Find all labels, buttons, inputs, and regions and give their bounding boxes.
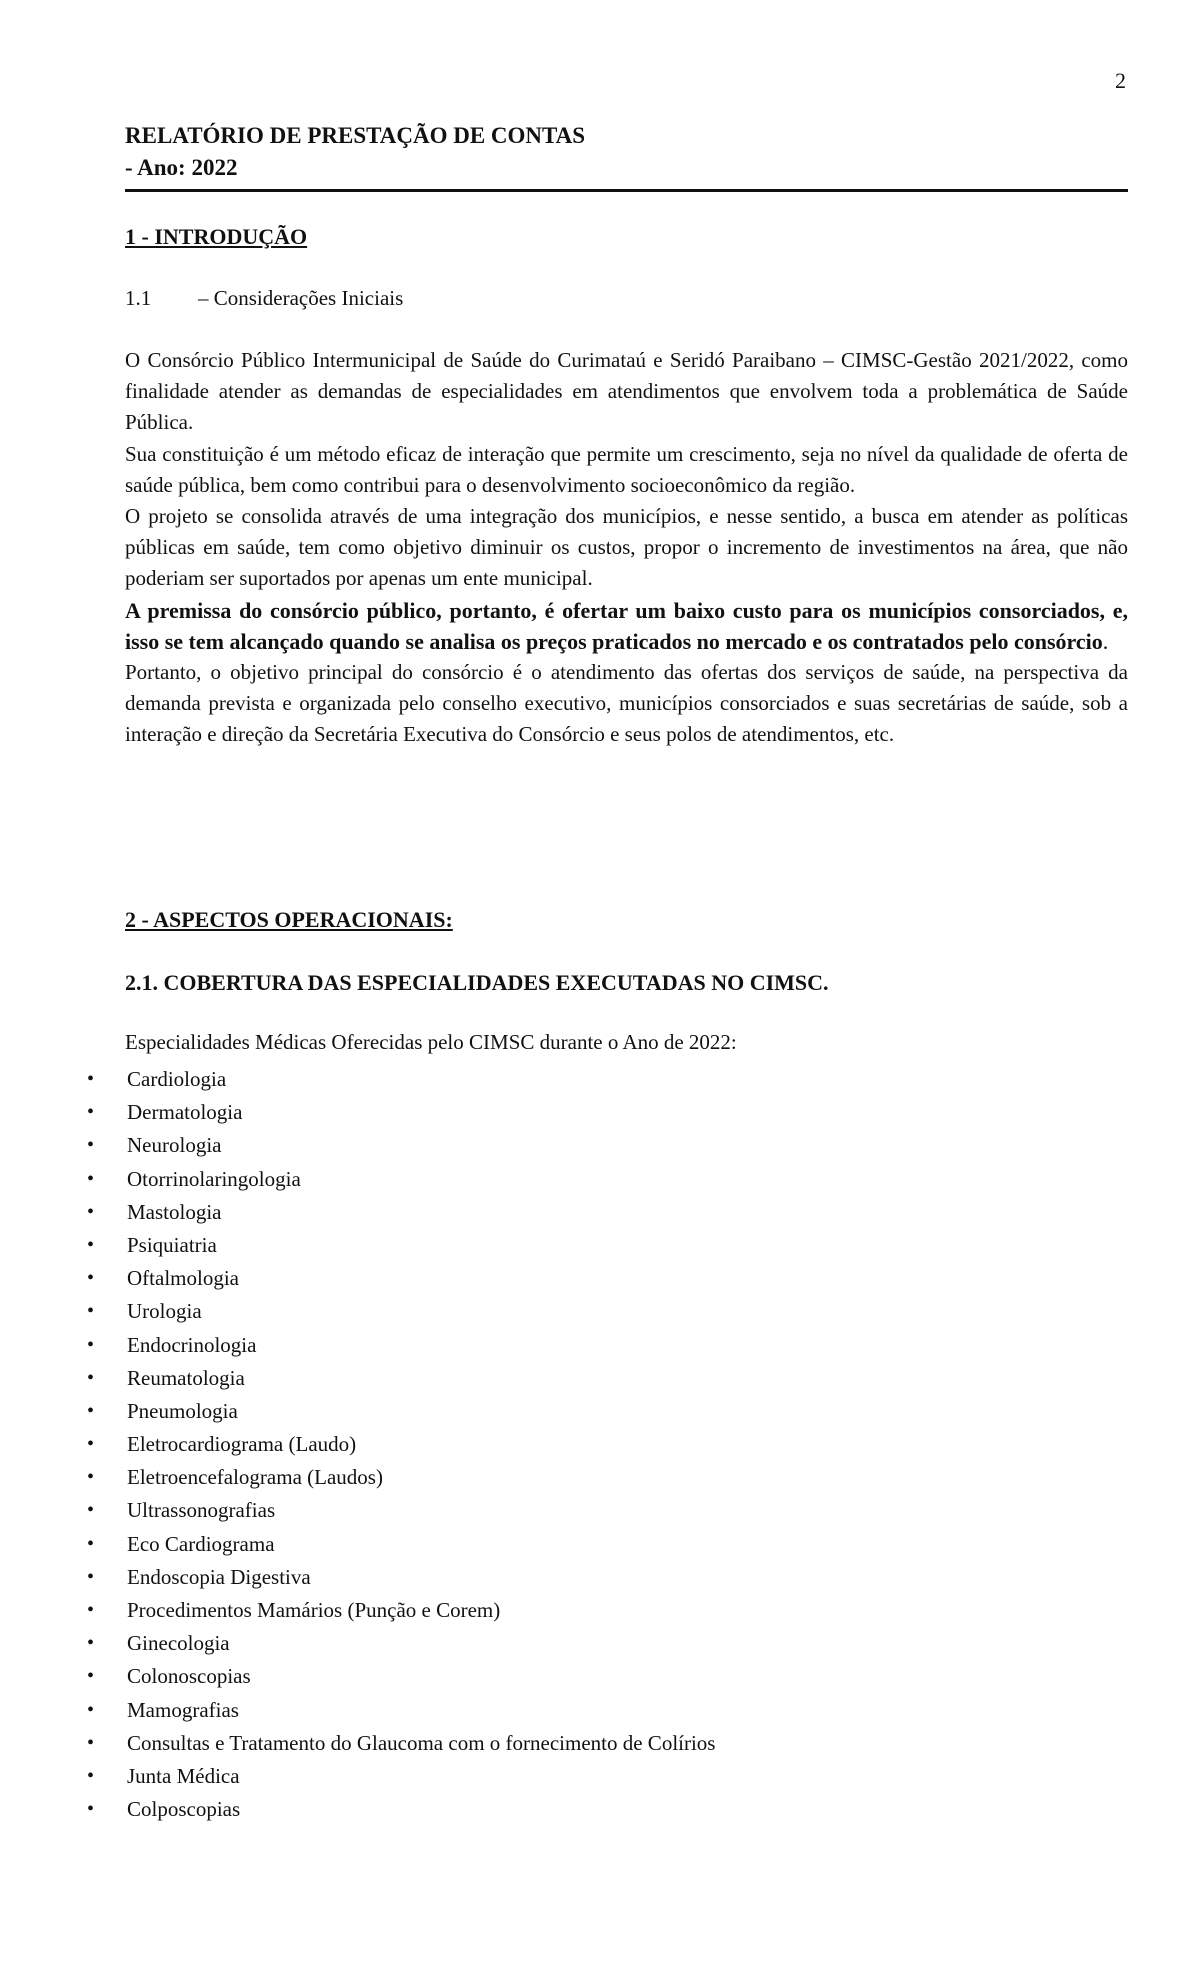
list-item-text: Neurologia — [127, 1133, 222, 1158]
subsection-number: 1.1 — [125, 286, 152, 310]
list-item-text: Eco Cardiograma — [127, 1531, 275, 1556]
section-heading-introducao: 1 - INTRODUÇÃO — [125, 224, 308, 249]
list-item-text: Psiquiatria — [127, 1232, 217, 1257]
list-item — [0, 1329, 715, 1362]
bullet-icon: • — [87, 1433, 95, 1456]
list-item — [0, 1660, 715, 1693]
list-item — [0, 1196, 715, 1229]
bullet-icon: • — [87, 1698, 95, 1721]
list-item-text: Eletroencefalograma (Laudos) — [127, 1465, 383, 1490]
list-item — [0, 1793, 715, 1826]
report-header — [125, 120, 1128, 184]
list-item-text: Pneumologia — [127, 1398, 238, 1423]
bullet-icon: • — [87, 1267, 95, 1290]
bullet-icon: • — [87, 1366, 95, 1389]
list-item-text: Otorrinolaringologia — [127, 1166, 301, 1191]
report-year: - Ano: 2022 — [125, 155, 238, 180]
bullet-icon: • — [87, 1101, 95, 1124]
bullet-icon: • — [87, 1068, 95, 1090]
list-item-text: Urologia — [127, 1299, 202, 1324]
list-item-text: Consultas e Tratamento do Glaucoma com o fornecimento de Colírios — [127, 1730, 716, 1755]
bullet-icon: • — [87, 1632, 95, 1655]
subsection-title: – Considerações Iniciais — [198, 286, 404, 310]
bullet-icon: • — [87, 1200, 95, 1223]
paragraph: Portanto, o objetivo principal do consórcio é o atendimento das ofertas dos serviços de saúde, na perspectiva da demanda prevista e organizada pelo conselho executivo, municípios consorciados e suas secretárias de saúde, sob a interação e direção da Secretária Executiva do Consórcio e seus polos de atendimentos, etc. — [125, 660, 1128, 747]
list-item-text: Reumatologia — [127, 1365, 245, 1390]
list-item-text: Colposcopias — [127, 1797, 241, 1822]
paragraph: Sua constituição é um método eficaz de interação que permite um crescimento, seja no nível da qualidade de oferta de saúde pública, bem como contribui para o desenvolvimento socioeconômico da região. — [125, 441, 1128, 497]
emphasis-text: A premissa do consórcio público, portanto, é ofertar um baixo custo para os municípios consorciados, e, isso se tem alcançado quando se analisa os preços praticados no mercado e os contratados pelo consórcio — [125, 597, 1128, 654]
bullet-icon: • — [87, 1764, 95, 1787]
list-item — [0, 1129, 715, 1162]
list-item-text: Endocrinologia — [127, 1332, 257, 1357]
list-item — [0, 1063, 715, 1096]
page-number: 2 — [1115, 68, 1126, 93]
list-item — [0, 1594, 715, 1627]
bullet-icon: • — [87, 1665, 95, 1688]
list-item-text: Procedimentos Mamários (Punção e Corem) — [127, 1598, 501, 1622]
list-item — [0, 1295, 715, 1328]
list-item-text: Mastologia — [127, 1199, 222, 1224]
list-item-text: Endoscopia Digestiva — [127, 1564, 311, 1589]
paragraph: O projeto se consolida através de uma integração dos municípios, e nesse sentido, a busca em atender as políticas públicas em saúde, tem como objetivo diminuir os custos, propor o incremento de investimentos na área, que não poderiam ser suportados por apenas um ente municipal. — [125, 504, 1128, 591]
list-item-text: Colonoscopias — [127, 1664, 251, 1689]
bullet-icon: • — [87, 1565, 95, 1588]
list-item-text: Oftalmologia — [127, 1266, 239, 1291]
bullet-icon: • — [87, 1731, 95, 1754]
bullet-icon: • — [87, 1466, 95, 1489]
bullet-icon: • — [87, 1399, 95, 1422]
list-item-text: Mamografias — [127, 1697, 239, 1722]
bullet-icon: • — [87, 1233, 95, 1256]
bullet-icon: • — [87, 1599, 95, 1621]
list-item-text: Ultrassonografias — [127, 1498, 276, 1523]
list-item — [0, 1262, 715, 1295]
subsection-heading-consideracoes — [125, 286, 403, 311]
bullet-icon: • — [87, 1300, 95, 1323]
bullet-icon: • — [87, 1167, 95, 1190]
period: . — [1102, 628, 1109, 654]
list-item — [0, 1096, 715, 1129]
introduction-body — [125, 345, 1128, 751]
list-item — [0, 1229, 715, 1262]
list-item-text: Ginecologia — [127, 1631, 230, 1656]
list-item — [0, 1627, 715, 1660]
bullet-icon: • — [87, 1798, 95, 1821]
list-item — [0, 1561, 715, 1594]
list-item — [0, 1694, 715, 1727]
bullet-icon: • — [87, 1333, 95, 1356]
list-item — [0, 1461, 715, 1494]
bullet-icon: • — [87, 1532, 95, 1555]
list-item-text: Eletrocardiograma (Laudo) — [127, 1432, 357, 1457]
list-item — [0, 1494, 715, 1527]
list-item — [0, 1428, 715, 1461]
bullet-icon: • — [87, 1499, 95, 1522]
list-item — [0, 1362, 715, 1395]
header-divider — [125, 189, 1128, 192]
list-item — [0, 1727, 715, 1760]
specialties-list — [0, 1063, 715, 1826]
list-item — [0, 1528, 715, 1561]
list-item — [0, 1760, 715, 1793]
list-item — [0, 1163, 715, 1196]
emphasis-paragraph — [125, 595, 1128, 657]
section-heading-aspectos-operacionais: 2 - ASPECTOS OPERACIONAIS: — [125, 907, 453, 932]
specialties-intro: Especialidades Médicas Oferecidas pelo CIMSC durante o Ano de 2022: — [125, 1030, 737, 1054]
report-title: RELATÓRIO DE PRESTAÇÃO DE CONTAS — [125, 123, 586, 148]
bullet-icon: • — [87, 1134, 95, 1157]
list-item-text: Dermatologia — [127, 1100, 243, 1125]
list-item-text: Cardiologia — [127, 1067, 227, 1091]
subsection-heading-cobertura: 2.1. COBERTURA DAS ESPECIALIDADES EXECUTADAS NO CIMSC. — [125, 970, 829, 995]
paragraph: O Consórcio Público Intermunicipal de Saúde do Curimataú e Seridó Paraibano – CIMSC-Gestão 2021/2022, como finalidade atender as demandas de especialidades em atendimentos que envolvem toda a problemática de Saúde Pública. — [125, 348, 1128, 435]
list-item — [0, 1395, 715, 1428]
list-item-text: Junta Médica — [127, 1763, 240, 1788]
